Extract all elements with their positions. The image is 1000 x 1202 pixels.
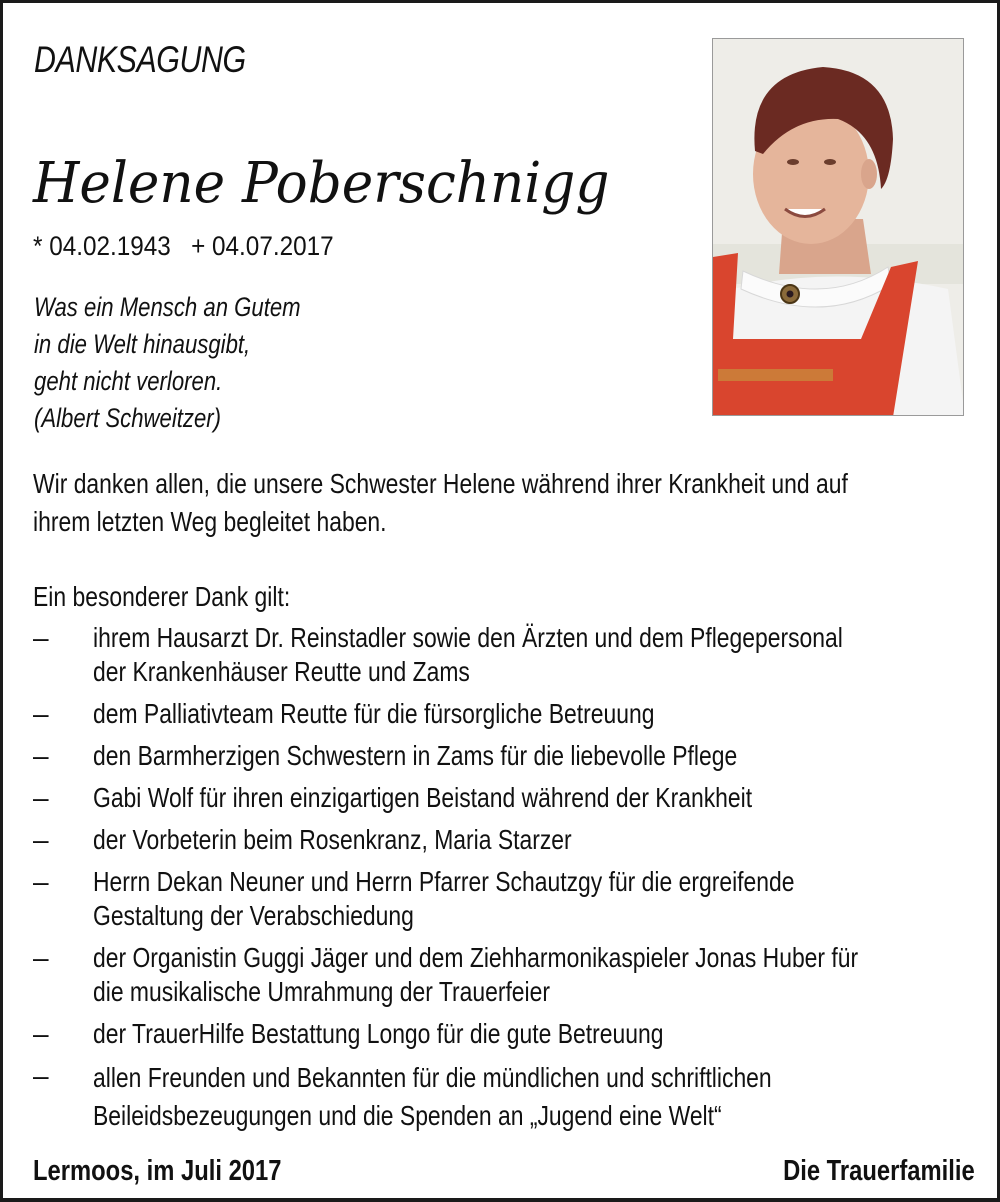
- thanks-line: Gabi Wolf für ihren einzigartigen Beistand während der Krankheit: [93, 782, 753, 813]
- thanks-line: der TrauerHilfe Bestattung Longo für die gute Betreuung: [93, 1018, 664, 1049]
- portrait-illustration: [713, 39, 964, 416]
- bullet-dash: –: [33, 1018, 49, 1049]
- thanks-line: dem Palliativteam Reutte für die fürsorgliche Betreuung: [93, 698, 655, 729]
- thanks-item: [3, 781, 1000, 815]
- quote-line: Was ein Mensch an Gutem: [34, 292, 301, 322]
- thanks-line: die musikalische Umrahmung der Trauerfeier: [93, 976, 551, 1007]
- thanks-line: der Krankenhäuser Reutte und Zams: [93, 656, 470, 687]
- signature: Die Trauerfamilie: [783, 1155, 975, 1187]
- bullet-dash: –: [33, 942, 49, 973]
- thanks-item: [3, 739, 1000, 773]
- thanks-item: [3, 621, 1000, 689]
- thanks-line: der Organistin Guggi Jäger und dem Ziehharmonikaspieler Jonas Huber für: [93, 942, 859, 973]
- thanks-item: [3, 865, 1000, 933]
- bullet-dash: –: [33, 622, 49, 653]
- thanks-line: Herrn Dekan Neuner und Herrn Pfarrer Schautzgy für die ergreifende: [93, 866, 795, 897]
- intro-line: Wir danken allen, die unsere Schwester Helene während ihrer Krankheit und auf: [33, 468, 848, 499]
- deceased-name: Helene Poberschnigg: [33, 151, 610, 216]
- place-and-date: Lermoos, im Juli 2017: [33, 1155, 282, 1187]
- quote-attribution: (Albert Schweitzer): [34, 403, 222, 433]
- portrait-photo: [712, 38, 964, 416]
- intro-line: ihrem letzten Weg begleitet haben.: [33, 506, 387, 537]
- bullet-dash: –: [33, 782, 49, 813]
- thanks-line: Beileidsbezeugungen und die Spenden an „Jugend eine Welt“: [93, 1100, 722, 1131]
- bullet-dash: –: [33, 698, 49, 729]
- thanks-line: Gestaltung der Verabschiedung: [93, 900, 414, 931]
- bullet-dash: –: [33, 866, 49, 897]
- bullet-dash: –: [33, 1060, 49, 1091]
- thanks-item: [3, 941, 1000, 1009]
- intro-paragraph: [33, 465, 957, 541]
- bullet-dash: –: [33, 740, 49, 771]
- thanks-line: allen Freunden und Bekannten für die mündlichen und schriftlichen: [93, 1062, 772, 1093]
- thanks-line: der Vorbeterin beim Rosenkranz, Maria Starzer: [93, 824, 572, 855]
- life-dates: * 04.02.1943 + 04.07.2017: [33, 231, 334, 261]
- quote-line: geht nicht verloren.: [34, 366, 223, 396]
- thanks-item: [3, 1059, 1000, 1135]
- bullet-dash: –: [33, 824, 49, 855]
- thanks-item: [3, 823, 1000, 857]
- notice-heading: DANKSAGUNG: [34, 39, 246, 80]
- special-thanks-label: Ein besonderer Dank gilt:: [33, 581, 291, 612]
- quote: [34, 289, 301, 437]
- thanks-item: [3, 1017, 1000, 1051]
- quote-line: in die Welt hinausgibt,: [34, 329, 251, 359]
- thanks-item: [3, 697, 1000, 731]
- thanks-line: ihrem Hausarzt Dr. Reinstadler sowie den Ärzten und dem Pflegepersonal: [93, 622, 843, 653]
- thanks-line: den Barmherzigen Schwestern in Zams für die liebevolle Pflege: [93, 740, 738, 771]
- thanks-list: [3, 621, 1000, 1143]
